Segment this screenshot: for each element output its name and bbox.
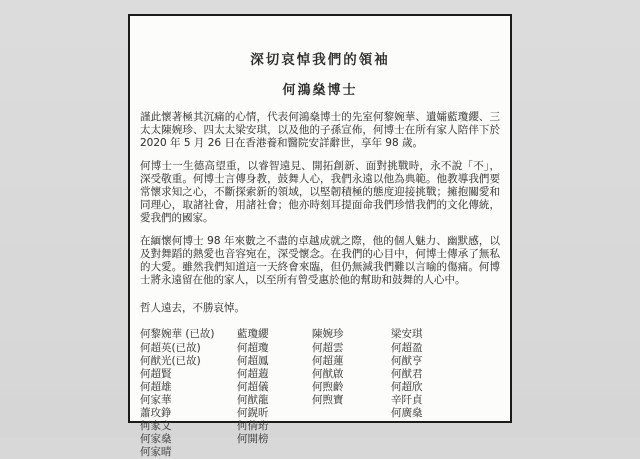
- family-member-name: 陳婉珍: [312, 328, 344, 341]
- family-member-name: 何鎤昕: [237, 407, 269, 419]
- family-member-name: 何黎婉華 (已故): [140, 328, 215, 341]
- family-member-name: 何超雲: [312, 341, 344, 354]
- family-names-column-third-wife: [312, 328, 391, 407]
- family-member-name: 梁安琪: [391, 328, 423, 341]
- family-member-name: 何超欣: [391, 380, 423, 393]
- family-member-name: 何超雄: [140, 380, 172, 393]
- family-member-name: 何倩珩: [237, 420, 269, 433]
- family-member-name: 何家華: [140, 393, 172, 406]
- family-member-name: 何超儀: [237, 380, 269, 393]
- family-member-name: 何超瓊: [237, 341, 269, 354]
- family-member-name: 何家晴: [140, 446, 172, 459]
- family-member-name: 蕭玫錚: [140, 407, 172, 419]
- family-member-name: 何猷光(已故): [140, 354, 201, 367]
- family-member-name: 何家燊: [140, 433, 172, 446]
- obituary-sheet: [128, 14, 512, 459]
- family-member-name: 何猷啟: [312, 367, 344, 380]
- tribute-paragraph: 何博士一生德高望重，以睿智遠見、開拓創新、面對挑戰時，永不說「不」，深受敬重。何博士言傳身教，鼓舞人心，我們永遠以他為典範。他教導我們要常懷求知之心，不斷探索新的領域，以堅韌積極的態度迎接挑戰；擁抱關愛和同理心，取諸社會，用諸社會；他亦時刻耳提面命我們珍惜我們的文化傳統，愛我們的國家。: [140, 159, 500, 225]
- announcement-paragraph: 謹此懷著極其沉痛的心情，代表何鴻燊博士的先室何黎婉華、遺孀藍瓊纓、三太太陳婉珍、四太太梁安琪，以及他的子孫宣佈，何博士在所有家人陪伴下於 2020 年 5 月 26 日在香港養和醫院安詳辭世，享年 98 歲。: [140, 111, 500, 150]
- family-member-name: 何煦齡: [312, 380, 344, 393]
- family-member-name: 何超英(已故): [140, 341, 201, 354]
- obituary-title: 深切哀悼我們的領袖: [250, 52, 390, 68]
- family-member-name: 何猷亨: [391, 354, 423, 367]
- family-member-name: 何猷龍: [237, 393, 269, 406]
- family-member-name: 何廣燊: [391, 407, 423, 419]
- family-member-name: 何超蓮: [312, 354, 344, 367]
- family-names-list: [140, 328, 500, 459]
- family-names-column-first-wife: [140, 328, 237, 459]
- remembrance-paragraph: 在緬懷何博士 98 年來數之不盡的卓越成就之際，他的個人魅力、幽默感，以及對舞蹈的熱愛也音容宛在，深受懷念。在我們的心目中，何博士傳承了無私的大愛。雖然我們知道這一天終會來臨，但仍無減我們難以言喻的傷痛。何博士將永遠留在他的家人，以至所有曾受惠於他的幫助和鼓舞的人心中。: [140, 234, 500, 287]
- family-member-name: 辛阡貞: [391, 393, 423, 406]
- family-names-column-second-wife: [237, 328, 312, 446]
- closing-line: 哲人遠去，不勝哀悼。: [140, 302, 245, 315]
- family-member-name: 藍瓊纓: [237, 328, 269, 341]
- family-names-column-fourth-wife: [391, 328, 500, 420]
- family-member-name: 何煦寶: [312, 393, 344, 406]
- family-member-name: 何超賢: [140, 367, 172, 380]
- family-member-name: 何家文: [140, 420, 172, 433]
- family-member-name: 何超盈: [391, 341, 423, 354]
- obituary-subject-name: 何鴻燊博士: [282, 83, 358, 98]
- family-member-name: 何超蕸: [237, 367, 269, 380]
- family-member-name: 何開榜: [237, 433, 269, 446]
- family-member-name: 何超鳳: [237, 354, 269, 367]
- family-member-name: 何猷君: [391, 367, 423, 380]
